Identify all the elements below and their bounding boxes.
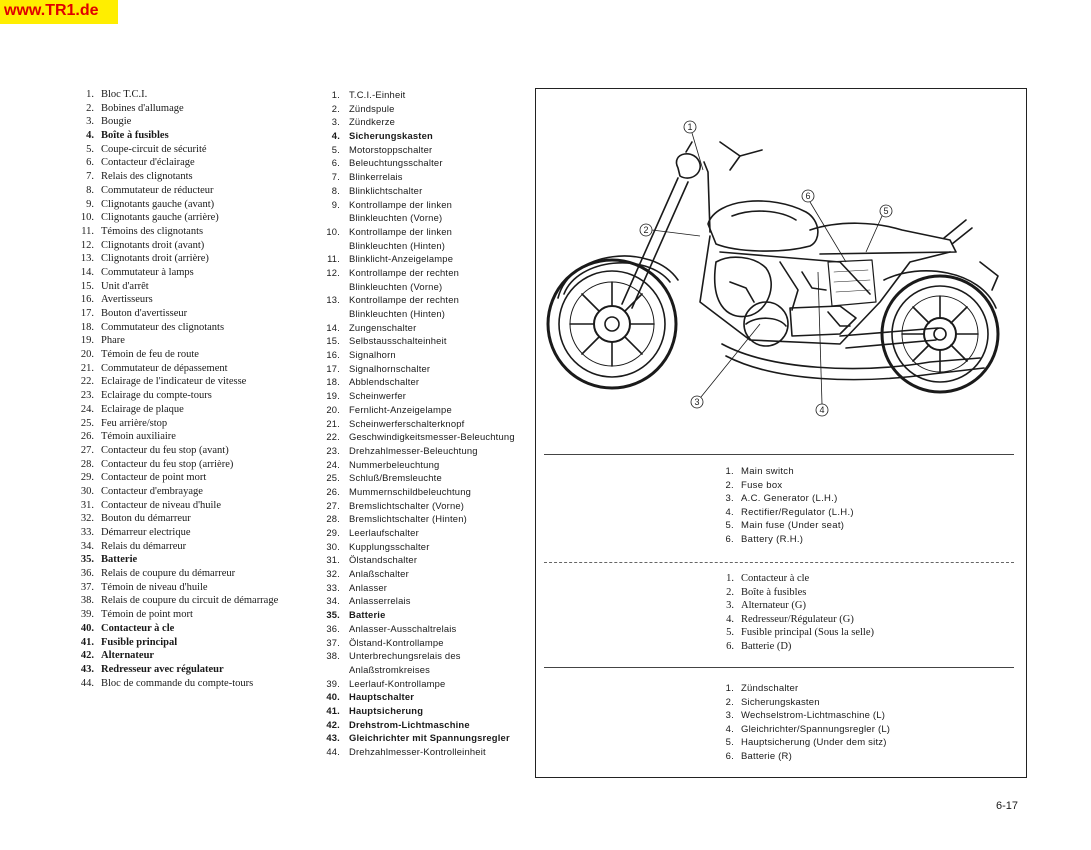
item-number: 41. xyxy=(80,636,94,648)
page-number: 6-17 xyxy=(996,800,1019,812)
item-number: 19. xyxy=(80,335,94,347)
item-label: Mummernschildbeleuchtung xyxy=(349,485,472,497)
item-number: 37. xyxy=(326,636,340,648)
item-label: Bouton du démarreur xyxy=(101,513,191,525)
watermark-banner xyxy=(0,0,118,24)
item-number: 24. xyxy=(80,403,94,415)
item-label: Leerlauf-Kontrollampe xyxy=(349,677,446,689)
item-label: Blinkleuchten (Vorne) xyxy=(349,212,443,224)
item-label: Fernlicht-Anzeigelampe xyxy=(349,403,452,415)
item-label: Fusible principal (Sous la selle) xyxy=(741,627,874,639)
item-number: 40. xyxy=(326,691,340,703)
item-label: Hauptsicherung xyxy=(349,704,424,716)
item-label: Contacteur de niveau d'huile xyxy=(101,499,221,511)
item-number: 1. xyxy=(725,466,734,477)
item-number: 42. xyxy=(80,650,94,662)
item-number: 36. xyxy=(80,568,94,580)
item-number: 6. xyxy=(726,640,734,652)
item-label: Contacteur d'éclairage xyxy=(101,157,195,169)
item-number: 37. xyxy=(80,581,94,593)
item-number: 18. xyxy=(80,321,94,333)
item-label: Batterie xyxy=(349,609,386,621)
item-label: Main fuse (Under seat) xyxy=(741,520,845,532)
item-label: Hauptsicherung (Under dem sitz) xyxy=(741,737,887,749)
callout-3: 3 xyxy=(694,397,700,407)
item-label: Relais des clignotants xyxy=(101,171,193,183)
item-label: Abblendschalter xyxy=(349,376,420,388)
item-number: 36. xyxy=(326,622,340,634)
item-number: 5. xyxy=(726,627,734,639)
item-number: 44. xyxy=(80,677,94,689)
item-number: 2. xyxy=(86,102,94,114)
item-number: 28. xyxy=(80,458,94,470)
item-number: 3. xyxy=(86,116,94,128)
item-number: 6. xyxy=(725,533,734,545)
item-label: Blinklichtschalter xyxy=(349,184,423,196)
item-label: Fusible principal xyxy=(101,636,178,648)
item-label: Signalhorn xyxy=(349,349,396,361)
item-label: Eclairage de l'indicateur de vitesse xyxy=(101,376,247,388)
item-label: Hauptschalter xyxy=(349,691,415,703)
item-number: 3. xyxy=(726,600,734,612)
item-label: Drehstrom-Lichtmaschine xyxy=(349,718,470,730)
legend-divider xyxy=(544,562,1014,563)
item-label: Zündschalter xyxy=(741,683,799,694)
item-label: Nummerbeleuchtung xyxy=(349,458,440,470)
item-label: Beleuchtungsschalter xyxy=(349,157,443,169)
item-number: 33. xyxy=(80,527,94,538)
item-label: Unterbrechungsrelais des xyxy=(349,650,461,662)
item-number: 43. xyxy=(80,663,94,675)
item-number: 4. xyxy=(331,130,340,142)
item-label: Batterie (D) xyxy=(741,640,792,652)
item-number: 29. xyxy=(80,472,94,484)
item-number: 14. xyxy=(80,266,94,278)
item-label: Main switch xyxy=(741,466,794,477)
item-label: Relais de coupure du démarreur xyxy=(101,568,236,580)
item-number: 38. xyxy=(80,595,94,607)
item-label: Scheinwerferschalterknopf xyxy=(349,417,465,429)
item-label: Témoin de feu de route xyxy=(101,349,199,361)
item-number: 35. xyxy=(80,554,94,566)
item-number: 11. xyxy=(81,225,94,237)
item-number: 23. xyxy=(326,444,340,456)
item-label: Selbstausschalteinheit xyxy=(349,335,447,347)
item-number: 1. xyxy=(725,683,734,694)
item-number: 6. xyxy=(331,157,340,169)
item-label: Bremslichtschalter (Hinten) xyxy=(349,513,467,525)
item-number: 23. xyxy=(80,390,94,402)
item-label: Kontrollampe der rechten xyxy=(349,266,460,278)
item-number: 21. xyxy=(326,417,340,429)
item-number: 11. xyxy=(327,253,340,265)
item-number: 16. xyxy=(326,349,340,361)
callout-5: 5 xyxy=(883,206,889,216)
item-label: Gleichrichter mit Spannungsregler xyxy=(349,732,510,744)
item-label: Zündkerze xyxy=(349,116,396,128)
item-label: Blinkerrelais xyxy=(349,171,403,183)
item-number: 6. xyxy=(725,750,734,762)
item-label: Relais du démarreur xyxy=(101,540,187,552)
item-label: Phare xyxy=(101,335,125,347)
item-label: Zungenschalter xyxy=(349,321,417,333)
item-label: Avertisseurs xyxy=(101,294,153,306)
item-label: Boîte à fusibles xyxy=(741,586,807,598)
item-number: 26. xyxy=(326,485,340,497)
item-number: 22. xyxy=(80,376,94,388)
item-number: 7. xyxy=(86,171,94,183)
item-label: Boîte à fusibles xyxy=(101,130,169,142)
item-number: 4. xyxy=(725,723,734,735)
item-number: 34. xyxy=(326,595,340,607)
item-number: 20. xyxy=(326,403,340,415)
item-number: 44. xyxy=(326,746,340,757)
item-label: Relais de coupure du circuit de démarrage xyxy=(101,595,279,607)
item-label: T.C.I.-Einheit xyxy=(349,89,406,100)
item-number: 26. xyxy=(80,431,94,443)
item-number: 25. xyxy=(326,472,340,484)
item-label: Contacteur d'embrayage xyxy=(101,485,203,497)
item-number: 43. xyxy=(326,732,340,744)
item-number: 15. xyxy=(80,280,94,292)
item-label: Clignotants droit (avant) xyxy=(101,239,205,251)
item-number: 5. xyxy=(86,143,94,155)
item-label: Kontrollampe der linken xyxy=(349,225,453,237)
item-number: 3. xyxy=(725,493,734,505)
item-number: 4. xyxy=(726,613,734,625)
item-label: Témoin de point mort xyxy=(101,609,193,621)
item-number: 33. xyxy=(326,581,340,593)
item-label: Bougie xyxy=(101,116,132,128)
item-number: 22. xyxy=(326,431,340,443)
item-number: 24. xyxy=(326,458,340,470)
item-label: Bremslichtschalter (Vorne) xyxy=(349,499,465,511)
item-label: Unit d'arrêt xyxy=(101,280,149,292)
item-number: 13. xyxy=(80,253,94,265)
item-label: Coupe-circuit de sécurité xyxy=(101,143,207,155)
item-number: 2. xyxy=(725,479,734,491)
item-number: 35. xyxy=(326,609,340,621)
callout-2: 2 xyxy=(643,225,649,235)
item-number: 1. xyxy=(331,89,340,100)
item-number: 14. xyxy=(326,321,340,333)
item-number: 2. xyxy=(331,102,340,114)
item-number: 16. xyxy=(80,294,94,306)
item-number: 1. xyxy=(726,573,734,584)
item-label: Signalhornschalter xyxy=(349,362,431,374)
item-label: Alternateur (G) xyxy=(741,600,807,612)
item-number: 39. xyxy=(80,609,94,621)
item-number: 9. xyxy=(331,198,340,210)
item-number: 39. xyxy=(326,677,340,689)
item-label: Commutateur de réducteur xyxy=(101,184,214,196)
item-label: Blinkleuchten (Hinten) xyxy=(349,308,446,319)
callout-1: 1 xyxy=(687,122,693,132)
item-label: Eclairage de plaque xyxy=(101,403,184,415)
item-label: Contacteur à cle xyxy=(101,622,175,634)
item-label: Blinklicht-Anzeigelampe xyxy=(349,253,454,265)
item-number: 12. xyxy=(326,266,340,278)
item-label: Commutateur des clignotants xyxy=(101,321,225,333)
item-label: Scheinwerfer xyxy=(349,390,407,402)
item-number: 29. xyxy=(326,527,340,538)
item-number: 10. xyxy=(80,212,94,224)
item-label: Contacteur de point mort xyxy=(101,472,207,484)
watermark-text: www.TR1.de xyxy=(4,2,99,19)
item-number: 5. xyxy=(331,143,340,155)
item-label: Battery (R.H.) xyxy=(741,533,804,545)
item-label: Blinkleuchten (Vorne) xyxy=(349,280,443,292)
item-label: Sicherungskasten xyxy=(349,130,433,142)
item-label: Contacteur à cle xyxy=(741,573,810,584)
item-number: 9. xyxy=(86,198,94,210)
item-number: 3. xyxy=(331,116,340,128)
item-label: Feu arrière/stop xyxy=(101,417,168,429)
item-label: Schluß/Bremsleuchte xyxy=(349,472,442,484)
item-label: Batterie (R) xyxy=(741,750,792,762)
item-number: 2. xyxy=(726,586,734,598)
item-label: Ölstandschalter xyxy=(349,554,418,566)
item-number: 4. xyxy=(86,130,94,142)
item-label: Kupplungsschalter xyxy=(349,540,430,552)
item-label: Geschwindigkeitsmesser-Beleuchtung xyxy=(349,431,515,443)
callout-4: 4 xyxy=(819,405,825,415)
item-label: Motorstoppschalter xyxy=(349,143,433,155)
item-label: Clignotants gauche (arrière) xyxy=(101,212,219,224)
item-label: Démarreur electrique xyxy=(101,527,191,538)
item-number: 5. xyxy=(725,737,734,749)
item-label: Bouton d'avertisseur xyxy=(101,308,188,319)
item-label: Gleichrichter/Spannungsregler (L) xyxy=(741,723,891,735)
item-number: 1. xyxy=(86,89,94,100)
item-number: 19. xyxy=(326,390,340,402)
item-number: 18. xyxy=(326,376,340,388)
item-label: Leerlaufschalter xyxy=(349,527,419,538)
item-label: Anlasser-Ausschaltrelais xyxy=(349,622,457,634)
item-number: 3. xyxy=(725,710,734,722)
item-label: Témoin de niveau d'huile xyxy=(101,581,208,593)
item-label: Rectifier/Regulator (L.H.) xyxy=(741,506,854,518)
item-number: 7. xyxy=(331,171,340,183)
item-label: Anlaßstromkreises xyxy=(349,663,431,675)
item-number: 41. xyxy=(326,704,340,716)
item-label: Redresseur/Régulateur (G) xyxy=(741,613,854,625)
item-number: 10. xyxy=(326,225,340,237)
item-label: Kontrollampe der rechten xyxy=(349,294,460,306)
legend-divider xyxy=(544,667,1014,668)
item-label: Redresseur avec régulateur xyxy=(101,663,224,675)
item-label: Wechselstrom-Lichtmaschine (L) xyxy=(741,710,886,722)
item-label: Kontrollampe der linken xyxy=(349,198,453,210)
item-label: Blinkleuchten (Hinten) xyxy=(349,239,446,251)
item-number: 34. xyxy=(80,540,94,552)
item-number: 30. xyxy=(80,485,94,497)
legend-divider xyxy=(544,454,1014,455)
item-label: Témoin auxiliaire xyxy=(101,431,176,443)
item-label: Anlaßschalter xyxy=(349,568,409,580)
item-number: 31. xyxy=(80,499,94,511)
item-number: 2. xyxy=(725,696,734,708)
item-number: 32. xyxy=(80,513,94,525)
item-label: Drehzahlmesser-Beleuchtung xyxy=(349,444,478,456)
item-number: 12. xyxy=(80,239,94,251)
item-number: 27. xyxy=(80,444,94,456)
item-number: 13. xyxy=(326,294,340,306)
item-label: Drehzahlmesser-Kontrolleinheit xyxy=(349,746,486,757)
item-number: 17. xyxy=(80,308,94,319)
item-label: Batterie xyxy=(101,554,138,566)
item-label: Commutateur de dépassement xyxy=(101,362,228,374)
item-number: 38. xyxy=(326,650,340,662)
item-label: Contacteur du feu stop (avant) xyxy=(101,444,229,456)
item-number: 40. xyxy=(80,622,94,634)
item-number: 5. xyxy=(725,520,734,532)
item-label: A.C. Generator (L.H.) xyxy=(741,493,838,505)
item-label: Anlasser xyxy=(349,581,388,593)
item-number: 30. xyxy=(326,540,340,552)
callout-6: 6 xyxy=(805,191,811,201)
item-number: 15. xyxy=(326,335,340,347)
item-number: 25. xyxy=(80,417,94,429)
item-number: 32. xyxy=(326,568,340,580)
item-label: Bloc T.C.I. xyxy=(101,89,148,100)
item-label: Sicherungskasten xyxy=(741,696,820,708)
item-number: 8. xyxy=(86,184,94,196)
item-label: Ölstand-Kontrollampe xyxy=(349,636,444,648)
item-number: 42. xyxy=(326,718,340,730)
item-number: 31. xyxy=(326,554,340,566)
item-number: 8. xyxy=(331,184,340,196)
item-number: 17. xyxy=(326,362,340,374)
item-number: 20. xyxy=(80,349,94,361)
item-label: Alternateur xyxy=(101,650,155,662)
item-number: 4. xyxy=(725,506,734,518)
item-number: 21. xyxy=(80,362,94,374)
item-label: Fuse box xyxy=(741,479,783,491)
item-label: Bloc de commande du compte-tours xyxy=(101,677,254,689)
item-label: Commutateur à lamps xyxy=(101,266,194,278)
item-number: 6. xyxy=(86,157,94,169)
item-label: Bobines d'allumage xyxy=(101,102,184,114)
item-label: Contacteur du feu stop (arrière) xyxy=(101,458,234,470)
item-label: Anlasserrelais xyxy=(349,595,411,607)
item-label: Clignotants gauche (avant) xyxy=(101,198,215,210)
item-label: Eclairage du compte-tours xyxy=(101,390,212,402)
item-label: Zündspule xyxy=(349,102,395,114)
item-number: 28. xyxy=(326,513,340,525)
motorcycle-illustration xyxy=(540,112,1022,430)
item-label: Témoins des clignotants xyxy=(101,225,204,237)
item-number: 27. xyxy=(326,499,340,511)
item-label: Clignotants droit (arrière) xyxy=(101,253,209,265)
